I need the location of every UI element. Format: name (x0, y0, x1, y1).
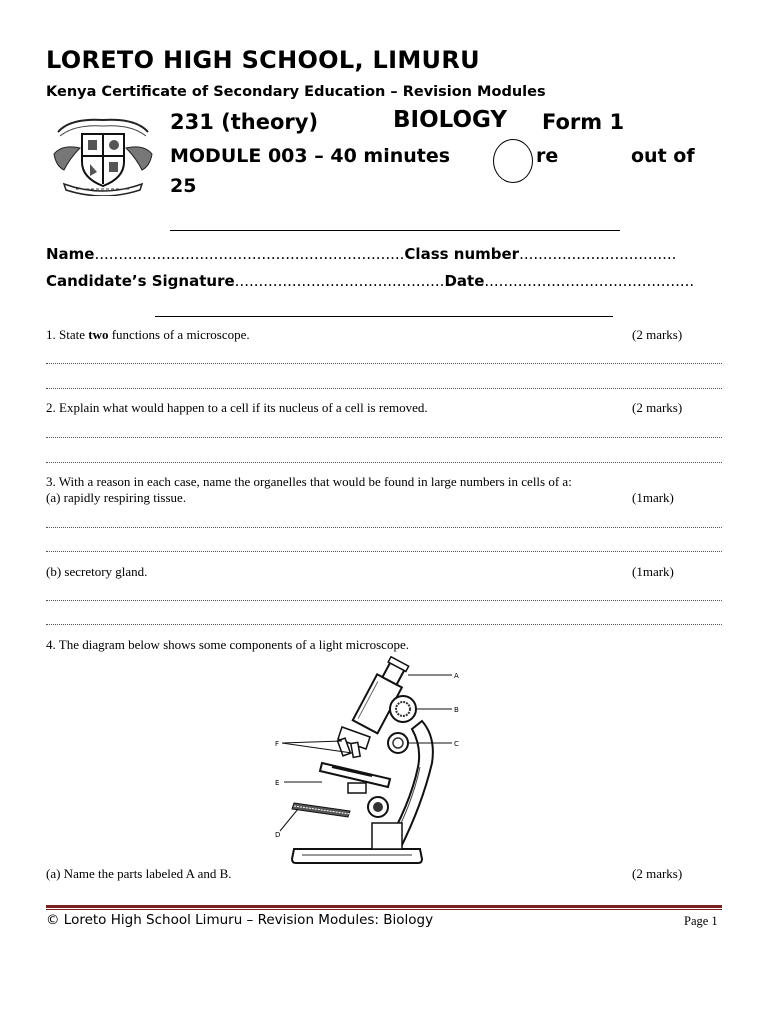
header-rule (170, 230, 620, 231)
knob-c (388, 733, 408, 753)
total-marks: 25 (170, 175, 197, 197)
question-3: 3. With a reason in each case, name the organelles that would be found in large numbers in cells of a: (46, 474, 572, 489)
question-1: 1. State two functions of a microscope. (46, 327, 250, 342)
question-4a-marks: (2 marks) (632, 866, 683, 881)
name-field[interactable]: ................................................................. (94, 245, 405, 263)
class-number-field[interactable]: ................................. (519, 245, 677, 263)
subject-title: BIOLOGY (393, 107, 508, 133)
question-4a: (a) Name the parts labeled A and B. (46, 866, 232, 881)
footer-rule (46, 905, 722, 908)
paper-code: 231 (theory) (170, 110, 319, 134)
answer-line[interactable] (46, 624, 722, 625)
microscope-diagram (272, 655, 472, 867)
label-b: B (454, 706, 459, 714)
signature-label: Candidate’s Signature (46, 272, 235, 290)
date-label: Date (444, 272, 485, 290)
answer-line[interactable] (46, 363, 722, 364)
label-c: C (454, 740, 459, 748)
exam-subtitle: Kenya Certificate of Secondary Education – Revision Modules (46, 84, 546, 100)
footer-text: © Loreto High School Limuru – Revision Modules: Biology (46, 912, 434, 928)
question-1-marks: (2 marks) (632, 327, 683, 342)
score-label: re (536, 145, 559, 167)
coarse-adjustment-knob (390, 696, 416, 722)
date-field[interactable]: ............................................ (484, 272, 695, 290)
label-f: F (275, 740, 280, 748)
name-line (46, 245, 676, 263)
answer-line[interactable] (46, 600, 722, 601)
school-crest-logo (50, 114, 156, 196)
score-circle[interactable] (493, 139, 533, 183)
question-3b-marks: (1mark) (632, 564, 674, 579)
question-3b: (b) secretory gland. (46, 564, 148, 579)
question-2: 2. Explain what would happen to a cell if its nucleus of a cell is removed. (46, 400, 428, 415)
module-title: MODULE 003 – 40 minutes (170, 145, 451, 167)
label-a: A (454, 672, 459, 680)
question-2-marks: (2 marks) (632, 400, 683, 415)
name-label: Name (46, 245, 95, 263)
question-4: 4. The diagram below shows some components of a light microscope. (46, 637, 409, 652)
answer-line[interactable] (46, 462, 722, 463)
answer-line[interactable] (46, 437, 722, 438)
footer-rule-thin (46, 909, 722, 910)
signature-field[interactable]: ............................................ (234, 272, 445, 290)
answer-line[interactable] (46, 388, 722, 389)
objective-lens (351, 742, 360, 757)
school-title: LORETO HIGH SCHOOL, LIMURU (46, 46, 480, 74)
microscope-base (292, 849, 422, 863)
condenser (348, 783, 366, 793)
answer-line[interactable] (46, 527, 722, 528)
section-rule (155, 316, 613, 317)
form-level: Form 1 (542, 110, 625, 134)
out-of-label: out of (631, 145, 695, 167)
answer-line[interactable] (46, 551, 722, 552)
class-number-label: Class number (404, 245, 520, 263)
page-number: Page 1 (684, 914, 718, 928)
label-d: D (275, 831, 281, 839)
question-3a: (a) rapidly respiring tissue. (46, 490, 187, 505)
question-3a-marks: (1mark) (632, 490, 674, 505)
signature-line (46, 272, 694, 290)
label-e: E (275, 779, 280, 787)
